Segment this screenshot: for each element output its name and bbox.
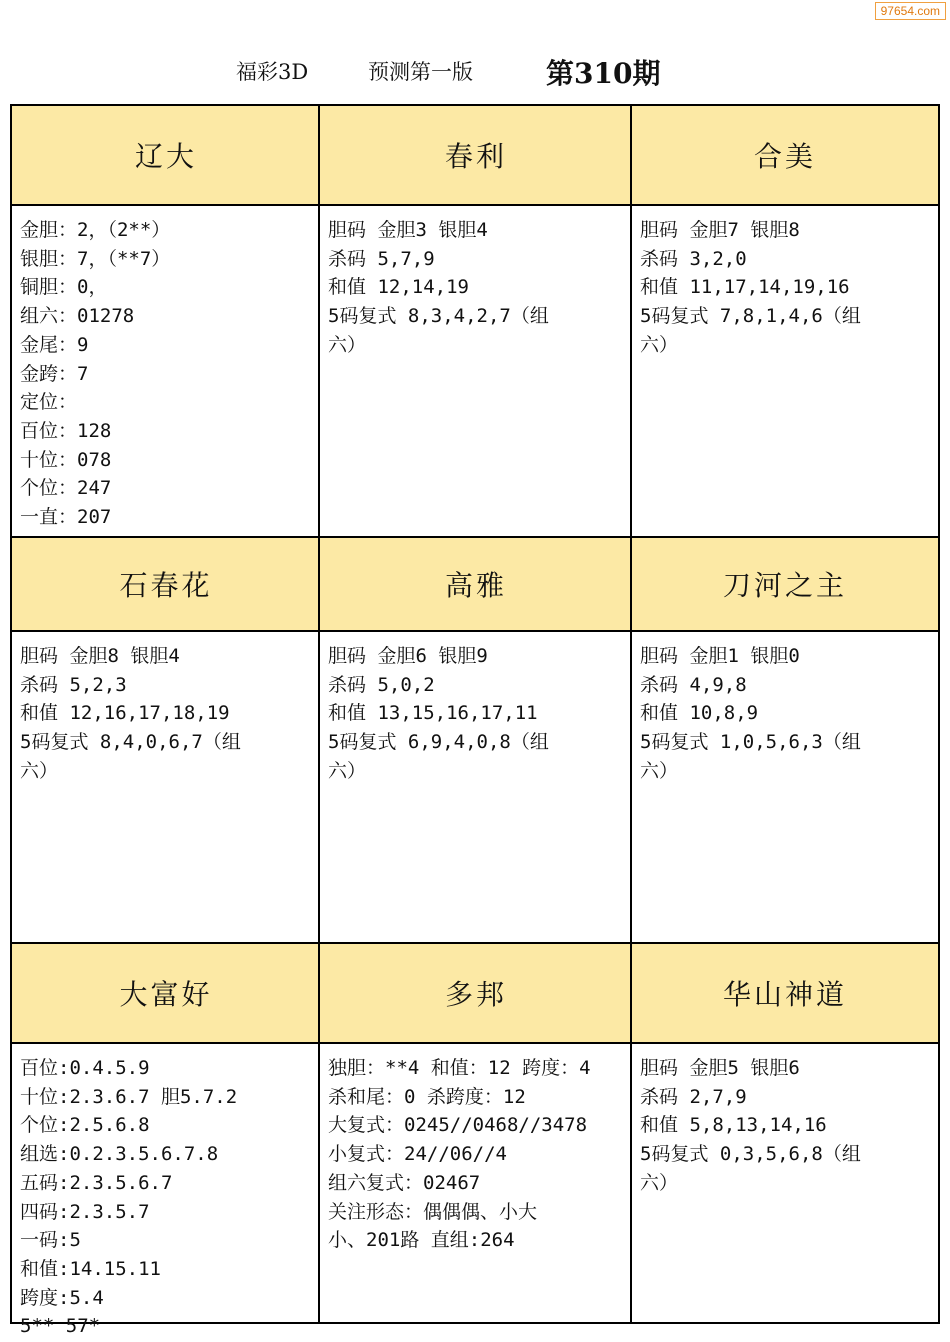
prediction-line: 5码复式 0,3,5,6,8（组 <box>640 1143 861 1166</box>
header-divider <box>320 204 632 206</box>
prediction-line: 六） <box>640 759 679 782</box>
expert-cell <box>320 106 632 538</box>
column-divider <box>630 106 632 1322</box>
header-divider <box>632 204 938 206</box>
header-divider <box>12 630 320 632</box>
prediction-line: 个位:2.5.6.8 <box>20 1114 150 1137</box>
prediction-line: 六） <box>20 759 59 782</box>
edition-label: 预测第一版 <box>368 60 473 84</box>
prediction-line: 和值 11,17,14,19,16 <box>640 276 850 299</box>
prediction-line: 5码复式 1,0,5,6,3（组 <box>640 731 861 754</box>
prediction-line: 和值 12,14,19 <box>328 276 469 299</box>
prediction-text <box>20 1054 316 1341</box>
header-divider <box>12 1042 320 1044</box>
header-divider <box>320 1042 632 1044</box>
prediction-line: 个位：247 <box>20 477 112 500</box>
prediction-text <box>640 216 934 360</box>
expert-name: 石春花 <box>12 538 320 630</box>
header-divider <box>12 204 320 206</box>
expert-name: 刀河之主 <box>632 538 938 630</box>
expert-name: 华山神道 <box>632 944 938 1042</box>
watermark-text: 97654.com <box>875 2 946 20</box>
prediction-line: 5码复式 6,9,4,0,8（组 <box>328 731 549 754</box>
row-divider <box>12 942 938 944</box>
header-divider <box>632 630 938 632</box>
prediction-line: 和值 12,16,17,18,19 <box>20 702 230 725</box>
prediction-text <box>328 1054 628 1255</box>
expert-cell <box>632 944 938 1322</box>
page-header <box>0 0 950 104</box>
prediction-line: 和值 5,8,13,14,16 <box>640 1114 827 1137</box>
prediction-line: 五码:2.3.5.6.7 <box>20 1171 173 1194</box>
expert-cell <box>320 944 632 1322</box>
prediction-line: 和值:14.15.11 <box>20 1257 161 1280</box>
prediction-line: 铜胆：0， <box>20 276 108 299</box>
prediction-line: 和值 10,8,9 <box>640 702 759 725</box>
prediction-text <box>640 1054 934 1198</box>
prediction-line: 四码:2.3.5.7 <box>20 1200 150 1223</box>
prediction-line: 5码复式 8,3,4,2,7（组 <box>328 305 549 328</box>
prediction-line: 5码复式 7,8,1,4,6（组 <box>640 305 861 328</box>
prediction-line: 关注形态：偶偶偶、小大 <box>328 1200 538 1223</box>
header-divider <box>320 630 632 632</box>
prediction-line: 胆码 金胆5 银胆6 <box>640 1057 800 1079</box>
prediction-line: 金尾：9 <box>20 333 89 356</box>
prediction-line: 杀码 5,2,3 <box>20 673 127 696</box>
expert-cell <box>632 106 938 538</box>
prediction-line: 5码复式 8,4,0,6,7（组 <box>20 731 241 754</box>
expert-cell <box>12 106 320 538</box>
prediction-line: 六） <box>328 759 367 782</box>
header-divider <box>632 1042 938 1044</box>
prediction-line: 六） <box>640 333 679 356</box>
expert-cell <box>632 538 938 944</box>
prediction-line: 杀码 5,7,9 <box>328 247 435 270</box>
prediction-line: 胆码 金胆7 银胆8 <box>640 219 800 241</box>
expert-cell <box>320 538 632 944</box>
prediction-line: 定位： <box>20 391 78 414</box>
prediction-line: 杀码 3,2,0 <box>640 247 747 270</box>
prediction-line: 胆码 金胆3 银胆4 <box>328 219 488 241</box>
prediction-line: 六） <box>328 333 367 356</box>
prediction-line: 和值 13,15,16,17,11 <box>328 702 538 725</box>
prediction-line: 一直：207 <box>20 506 112 529</box>
prediction-line: 小复式：24//06//4 <box>328 1143 507 1166</box>
column-divider <box>318 106 320 1322</box>
prediction-line: 杀码 2,7,9 <box>640 1085 747 1108</box>
prediction-line: 大复式：0245//0468//3478 <box>328 1114 588 1137</box>
prediction-line: 小、201路 直组:264 <box>328 1229 515 1252</box>
expert-name: 辽大 <box>12 106 320 204</box>
lottery-name: 福彩3D <box>236 60 309 84</box>
prediction-line: 杀码 4,9,8 <box>640 673 747 696</box>
prediction-line: 金胆：2，（2**） <box>20 219 171 241</box>
prediction-line: 百位：128 <box>20 419 112 442</box>
prediction-line: 组选:0.2.3.5.6.7.8 <box>20 1143 219 1166</box>
prediction-line: 十位:2.3.6.7 胆5.7.2 <box>20 1085 238 1108</box>
prediction-text <box>328 216 628 360</box>
prediction-line: 银胆：7，（**7） <box>20 247 171 270</box>
prediction-text <box>20 642 316 786</box>
prediction-line: 一码:5 <box>20 1229 81 1252</box>
prediction-line: 组六：01278 <box>20 305 135 328</box>
issue-number: 第310期 <box>546 57 661 90</box>
prediction-line: 金跨：7 <box>20 362 89 385</box>
expert-name: 大富好 <box>12 944 320 1042</box>
expert-name: 高雅 <box>320 538 632 630</box>
prediction-line: 组六复式：02467 <box>328 1171 481 1194</box>
prediction-line: 胆码 金胆8 银胆4 <box>20 645 180 667</box>
prediction-table <box>10 104 940 1338</box>
prediction-line: 十位：078 <box>20 448 112 471</box>
row-divider <box>12 536 938 538</box>
prediction-line: 5** 57* <box>20 1315 101 1338</box>
expert-cell <box>12 944 320 1338</box>
prediction-line: 六） <box>640 1171 679 1194</box>
prediction-text <box>20 216 316 532</box>
expert-name: 春利 <box>320 106 632 204</box>
prediction-line: 跨度:5.4 <box>20 1286 104 1309</box>
expert-name: 合美 <box>632 106 938 204</box>
prediction-text <box>328 642 628 786</box>
expert-name: 多邦 <box>320 944 632 1042</box>
prediction-line: 百位:0.4.5.9 <box>20 1057 150 1079</box>
prediction-line: 胆码 金胆6 银胆9 <box>328 645 488 667</box>
expert-cell <box>12 538 320 944</box>
prediction-line: 杀码 5,0,2 <box>328 673 435 696</box>
prediction-line: 杀和尾：0 杀跨度：12 <box>328 1085 526 1108</box>
prediction-line: 独胆：**4 和值：12 跨度：4 <box>328 1057 591 1079</box>
prediction-line: 胆码 金胆1 银胆0 <box>640 645 800 667</box>
prediction-text <box>640 642 934 786</box>
